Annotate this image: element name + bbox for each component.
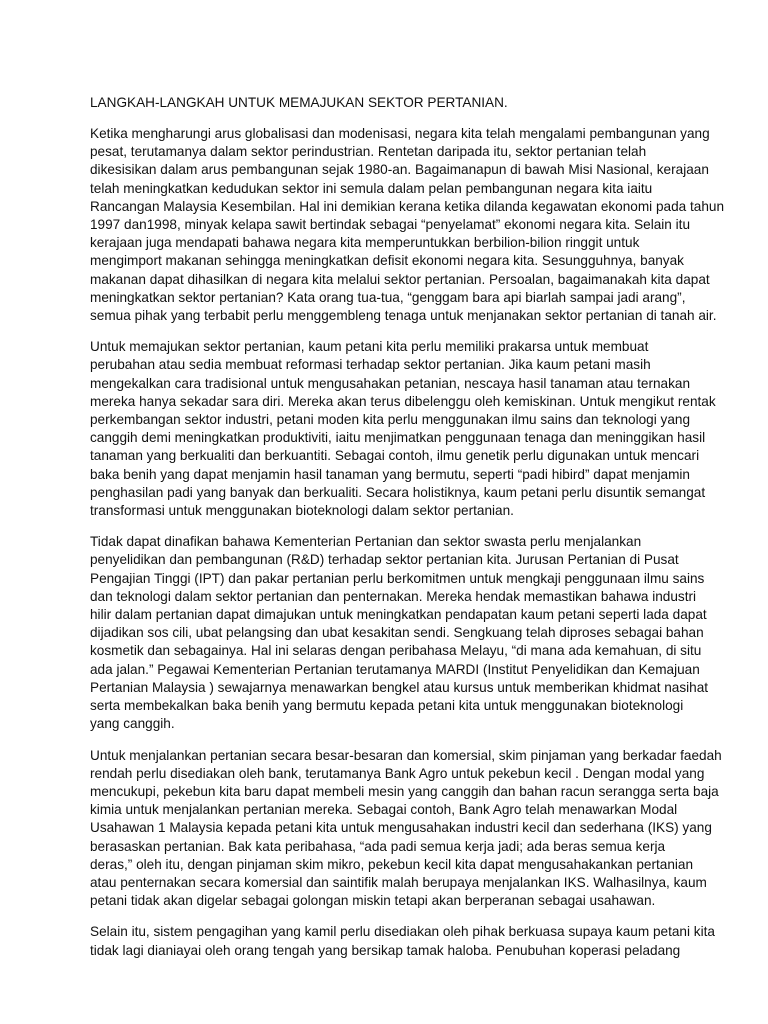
- text-line: yang canggih.: [90, 716, 175, 732]
- text-line: perubahan atau sedia membuat reformasi terhadap sektor pertanian. Jika kaum petani masih: [90, 357, 651, 373]
- paragraph: [90, 747, 722, 911]
- paragraph: [90, 533, 709, 733]
- text-line: Selain itu, sistem pengagihan yang kamil perlu disediakan oleh pihak berkuasa supaya kaum petani kita: [90, 924, 715, 940]
- text-line: semua pihak yang terbabit perlu menggembleng tenaga untuk menjanakan sektor pertanian di tanah air.: [90, 308, 717, 324]
- text-line: tanaman yang berkualiti dan berkuantiti. Sebagai contoh, ilmu genetik perlu digunakan untuk mencari: [90, 448, 700, 464]
- text-line: Usahawan 1 Malaysia kepada petani kita untuk mengusahakan industri kecil dan sederhana (IKS) yang: [90, 820, 712, 836]
- text-line: Untuk memajukan sektor pertanian, kaum petani kita perlu memiliki prakarsa untuk membuat: [90, 339, 649, 355]
- text-line: transformasi untuk menggunakan bioteknologi dalam sektor pertanian.: [90, 503, 514, 519]
- text-line: deras,” oleh itu, dengan pinjaman skim mikro, pekebun kecil kita dapat mengusahakankan pertanian: [90, 856, 694, 872]
- text-line: kimia untuk menjalankan pertanian mereka. Sebagai contoh, Bank Agro telah menawarkan Modal: [90, 802, 678, 818]
- text-line: petani tidak akan digelar sebagai golongan miskin tetapi akan berperanan sebagai usahawan.: [90, 893, 656, 909]
- paragraph: [90, 923, 715, 959]
- text-line: makanan dapat dihasilkan di negara kita melalui sektor pertanian. Persoalan, bagaimanakah kita dapat: [90, 271, 710, 287]
- text-line: perkembangan sektor industri, petani moden kita perlu menggunakan ilmu sains dan teknologi yang: [90, 412, 691, 428]
- text-line: baka benih yang dapat menjamin hasil tanaman yang bermutu, seperti “padi hibird” dapat menjamin: [90, 466, 690, 482]
- document-body: [90, 125, 725, 960]
- text-line: serta membekalkan baka benih yang bermutu kepada petani kita untuk menggunakan bioteknologi: [90, 698, 684, 714]
- paragraph: [90, 125, 725, 325]
- text-line: pesat, terutamanya dalam sektor perindustrian. Rentetan daripada itu, sektor pertanian telah: [90, 144, 647, 160]
- text-line: penghasilan padi yang banyak dan berkualiti. Secara holistiknya, kaum petani perlu disuntik semangat: [90, 484, 706, 500]
- text-line: Pertanian Malaysia ) sewajarnya menawarkan bengkel atau kursus untuk memberikan khidmat nasihat: [90, 679, 709, 695]
- text-line: rendah perlu disediakan oleh bank, terutamanya Bank Agro untuk pekebun kecil . Dengan modal yang: [90, 765, 705, 781]
- text-line: mencukupi, pekebun kita baru dapat membeli mesin yang canggih dan bahan racun serangga serta baja: [90, 783, 719, 799]
- text-line: Ketika mengharungi arus globalisasi dan modenisasi, negara kita telah mengalami pembangunan yang: [90, 126, 710, 141]
- text-line: canggih demi meningkatkan produktiviti, iaitu menjimatkan penggunaan tenaga dan meninggikan hasil: [90, 430, 706, 446]
- text-line: berasaskan pertanian. Bak kata peribahasa, “ada padi semua kerja jadi; ada beras semua kerja: [90, 838, 666, 854]
- text-line: dijadikan sos cili, ubat pelangsing dan ubat kesakitan sendi. Sengkuang telah diproses sebagai bahan: [90, 625, 704, 641]
- text-line: kerajaan juga mendapati bahawa negara kita memperuntukkan berbilion-bilion ringgit untuk: [90, 235, 640, 251]
- document-title: LANGKAH-LANGKAH UNTUK MEMAJUKAN SEKTOR PERTANIAN.: [90, 95, 508, 110]
- text-line: mengekalkan cara tradisional untuk mengusahakan petanian, nescaya hasil tanaman atau ternakan: [90, 375, 691, 391]
- text-line: Rancangan Malaysia Kesembilan. Hal ini demikian kerana ketika dilanda kegawatan ekonomi pada tahun: [90, 198, 725, 214]
- text-line: mereka hanya sekadar sara diri. Mereka akan terus dibelenggu oleh kemiskinan. Untuk mengikut rentak: [90, 393, 716, 409]
- text-line: mengimport makanan sehingga meningkatkan defisit ekonomi negara kita. Sesungguhnya, banyak: [90, 253, 684, 269]
- text-line: kosmetik dan sebagainya. Hal ini selaras dengan peribahasa Melayu, “di mana ada kemahuan, di situ: [90, 643, 702, 659]
- text-line: Tidak dapat dinafikan bahawa Kementerian Pertanian dan sektor swasta perlu menjalankan: [90, 534, 642, 550]
- text-line: Pengajian Tinggi (IPT) dan pakar pertanian perlu berkomitmen untuk mengkaji penggunaan ilmu sains: [90, 570, 705, 586]
- text-line: ada jalan.” Pegawai Kementerian Pertanian terutamanya MARDI (Institut Penyelidikan dan Kemajuan: [90, 661, 700, 677]
- text-line: hilir dalam pertanian dapat dimajukan untuk meningkatkan pendapatan kaum petani seperti lada dapat: [90, 607, 707, 623]
- text-line: meningkatkan sektor pertanian? Kata orang tua-tua, “genggam bara api biarlah sampai jadi arang”,: [90, 289, 686, 305]
- text-line: penyelidikan dan pembangunan (R&D) terhadap sektor pertanian kita. Jurusan Pertanian di Pusat: [90, 552, 679, 568]
- text-line: tidak lagi dianiayai oleh orang tengah yang bersikap tamak haloba. Penubuhan koperasi peladang: [90, 942, 681, 958]
- text-line: dikesisikan dalam arus pembangunan sejak 1980-an. Bagaimanapun di bawah Misi Nasional, kerajaan: [90, 162, 709, 178]
- text-line: Untuk menjalankan pertanian secara besar-besaran dan komersial, skim pinjaman yang berkadar faedah: [90, 747, 722, 763]
- text-line: atau penternakan secara komersial dan saintifik malah berupaya menjalankan IKS. Walhasilnya, kaum: [90, 874, 707, 890]
- paragraph: [90, 338, 716, 520]
- text-line: dan teknologi dalam sektor pertanian dan penternakan. Mereka hendak memastikan bahawa industri: [90, 588, 697, 604]
- text-line: telah meningkatkan kedudukan sektor ini semula dalam pelan pembangunan negara kita iaitu: [90, 180, 653, 196]
- text-line: 1997 dan1998, minyak kelapa sawit bertindak sebagai “penyelamat” ekonomi negara kita. Selain itu: [90, 217, 691, 233]
